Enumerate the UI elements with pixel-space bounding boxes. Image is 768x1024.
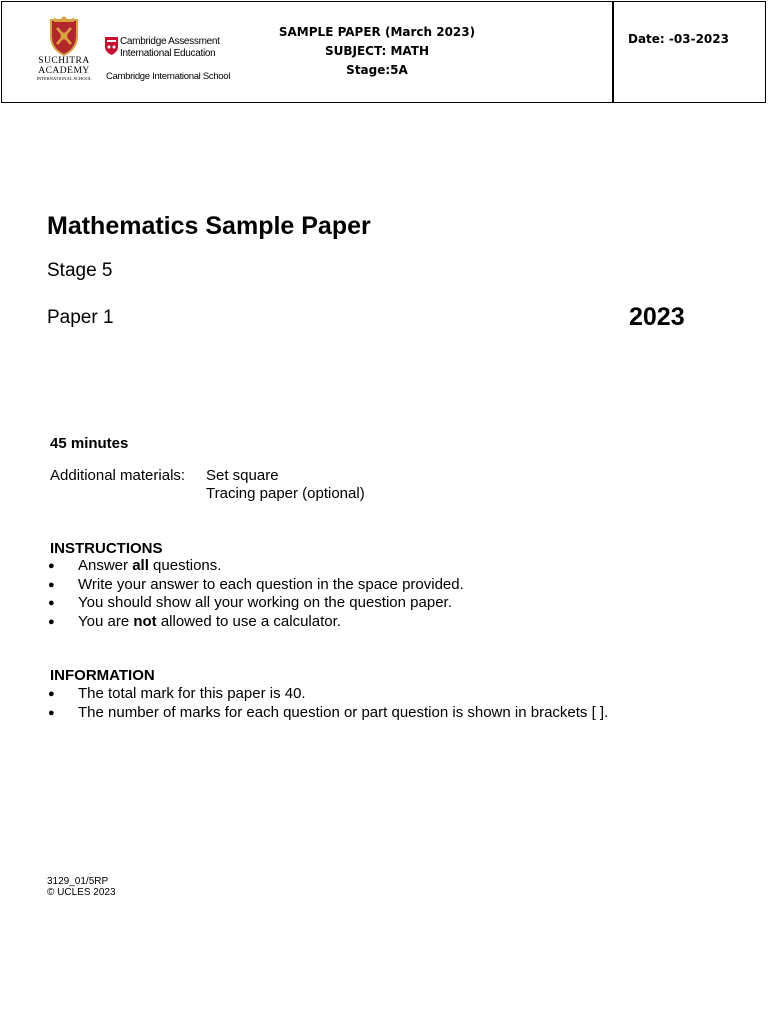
instruction-4-text-end: allowed to use a calculator. (156, 612, 341, 630)
suchitra-academy-logo (28, 16, 100, 88)
instructions-list (48, 557, 464, 631)
cambridge-shield-icon (105, 37, 118, 55)
instruction-3-text: You should show all your working on the question paper. (78, 594, 452, 611)
cambridge-line3: Cambridge International School (106, 71, 231, 82)
paper-code: 3129_01/5RP (47, 876, 109, 887)
header-line2: SUBJECT: MATH (324, 44, 430, 58)
materials-item-1: Set square (206, 467, 279, 484)
header-box (1, 1, 766, 103)
list-item (48, 704, 608, 723)
instruction-1-text: Answer (78, 557, 133, 574)
paper-label: Paper 1 (47, 307, 114, 328)
information-1-text: The total mark for this paper is 40. (78, 685, 306, 702)
stage-label: Stage 5 (47, 260, 113, 281)
footer (47, 876, 116, 898)
instructions-heading: INSTRUCTIONS (50, 540, 163, 557)
cambridge-line2: International Education (120, 47, 216, 59)
list-item (48, 594, 464, 613)
list-item (48, 685, 608, 704)
header-date: Date: -03-2023 (628, 32, 729, 46)
header-divider (612, 2, 614, 102)
instruction-1-text-end: questions. (148, 557, 222, 574)
information-list (48, 685, 608, 722)
bullet-icon: ● (48, 706, 55, 719)
bullet-icon: ● (48, 597, 55, 609)
bullet-icon: ● (48, 560, 55, 572)
bullet-icon: ● (48, 688, 55, 700)
school-name-line1: SUCHITRA (38, 56, 90, 66)
header-center (262, 23, 492, 80)
instruction-4-text: You are (78, 612, 134, 630)
information-heading: INFORMATION (50, 667, 155, 684)
list-item (48, 557, 464, 576)
school-name-line2: ACADEMY (38, 66, 90, 76)
crest-icon (48, 16, 80, 56)
header-line1: SAMPLE PAPER (March 2023) (278, 25, 476, 39)
materials-item-2: Tracing paper (optional) (206, 485, 365, 502)
list-item (48, 576, 464, 595)
year-label: 2023 (629, 303, 685, 331)
bullet-icon: ● (48, 615, 55, 628)
cambridge-line1: Cambridge Assessment (120, 36, 220, 47)
cambridge-logo (105, 35, 231, 87)
duration: 45 minutes (50, 435, 129, 452)
instruction-4-emphasis: not (133, 612, 157, 630)
list-item (48, 613, 464, 632)
information-2-text: The number of marks for each question or part question is shown in brackets [ ]. (78, 703, 609, 721)
page-title: Mathematics Sample Paper (47, 212, 371, 240)
copyright: © UCLES 2023 (47, 887, 116, 898)
school-name-line3: INTERNATIONAL SCHOOL (36, 76, 92, 81)
bullet-icon: ● (48, 578, 55, 591)
header-line3: Stage:5A (346, 63, 408, 77)
instruction-2-text: Write your answer to each question in the space provided. (78, 575, 464, 593)
materials-label: Additional materials: (50, 467, 186, 484)
instruction-1-emphasis: all (132, 557, 149, 574)
cambridge-logo-text (120, 36, 220, 59)
